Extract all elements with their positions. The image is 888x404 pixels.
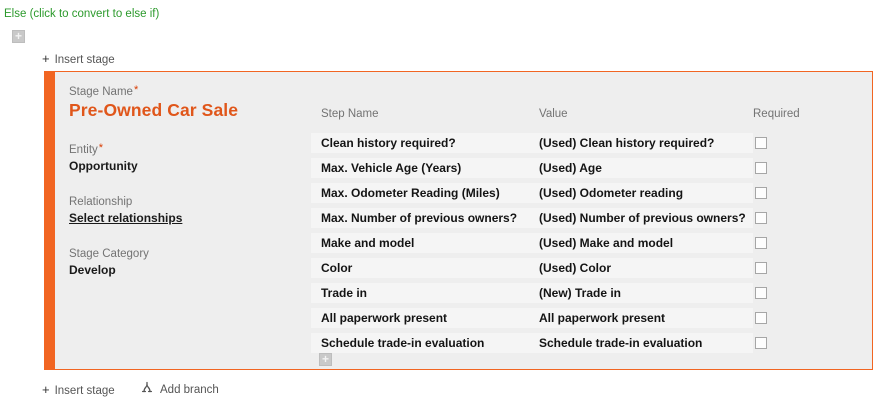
step-row-band[interactable]: [311, 258, 753, 278]
entity-label: Entity*: [69, 142, 104, 156]
step-row: [311, 283, 881, 303]
required-checkbox[interactable]: [755, 262, 767, 274]
plus-icon: +: [42, 382, 50, 397]
required-checkbox[interactable]: [755, 137, 767, 149]
step-name-cell[interactable]: Make and model: [321, 236, 415, 250]
entity-value[interactable]: Opportunity: [69, 159, 138, 173]
relationship-field: [69, 196, 182, 225]
step-value-cell[interactable]: Schedule trade-in evaluation: [539, 336, 703, 350]
column-header-value: Value: [539, 108, 568, 120]
required-checkbox[interactable]: [755, 312, 767, 324]
step-row: [311, 158, 881, 178]
add-branch-link[interactable]: [140, 381, 219, 398]
step-name-cell[interactable]: Schedule trade-in evaluation: [321, 336, 485, 350]
insert-stage-top-link[interactable]: [42, 51, 115, 66]
select-relationships-link[interactable]: Select relationships: [69, 211, 183, 225]
required-checkbox[interactable]: [755, 287, 767, 299]
step-value-cell[interactable]: (Used) Color: [539, 261, 611, 275]
step-name-cell[interactable]: Max. Odometer Reading (Miles): [321, 186, 500, 200]
else-convert-link[interactable]: Else (click to convert to else if): [4, 8, 160, 20]
step-name-cell[interactable]: Max. Vehicle Age (Years): [321, 161, 462, 175]
step-row: [311, 233, 881, 253]
relationship-label: Relationship: [69, 196, 133, 208]
stage-category-value[interactable]: Develop: [69, 263, 116, 277]
required-checkbox[interactable]: [755, 187, 767, 199]
step-row: [311, 183, 881, 203]
step-row-band[interactable]: [311, 283, 753, 303]
step-value-cell[interactable]: (Used) Make and model: [539, 236, 674, 250]
add-step-button[interactable]: +: [319, 353, 332, 366]
required-checkbox[interactable]: [755, 237, 767, 249]
stage-category-field: [69, 248, 149, 277]
step-value-cell[interactable]: (Used) Odometer reading: [539, 186, 684, 200]
step-name-cell[interactable]: All paperwork present: [321, 311, 448, 325]
stage-category-label: Stage Category: [69, 248, 149, 260]
required-checkbox[interactable]: [755, 212, 767, 224]
stage-panel[interactable]: [44, 71, 873, 370]
branch-icon: [140, 381, 154, 398]
step-name-cell[interactable]: Clean history required?: [321, 136, 456, 150]
add-component-button[interactable]: +: [12, 30, 25, 43]
stage-accent-bar: [45, 72, 55, 369]
insert-stage-top-label: Insert stage: [54, 54, 115, 66]
column-header-step-name: Step Name: [321, 108, 379, 120]
insert-stage-bottom-label: Insert stage: [54, 385, 115, 397]
required-checkbox[interactable]: [755, 337, 767, 349]
step-value-cell[interactable]: (New) Trade in: [539, 286, 622, 300]
step-value-cell[interactable]: (Used) Clean history required?: [539, 136, 715, 150]
add-branch-label: Add branch: [160, 383, 219, 396]
step-row: [311, 258, 881, 278]
step-name-cell[interactable]: Color: [321, 261, 353, 275]
step-name-cell[interactable]: Trade in: [321, 286, 368, 300]
step-value-cell[interactable]: (Used) Age: [539, 161, 602, 175]
insert-stage-bottom-link[interactable]: [42, 382, 115, 397]
step-row: [311, 208, 881, 228]
step-row: [311, 308, 881, 328]
step-name-cell[interactable]: Max. Number of previous owners?: [321, 211, 518, 225]
step-row: [311, 133, 881, 153]
required-asterisk: *: [133, 84, 139, 96]
required-checkbox[interactable]: [755, 162, 767, 174]
plus-icon: +: [42, 51, 50, 66]
column-header-required: Required: [753, 108, 800, 120]
entity-field: [69, 142, 138, 173]
stage-name-field: [69, 84, 238, 121]
stage-name-label: Stage Name*: [69, 84, 139, 98]
stage-name-value[interactable]: Pre-Owned Car Sale: [69, 100, 239, 120]
step-value-cell[interactable]: All paperwork present: [539, 311, 666, 325]
step-row: [311, 333, 881, 353]
step-value-cell[interactable]: (Used) Number of previous owners?: [539, 211, 746, 225]
required-asterisk: *: [98, 142, 104, 154]
